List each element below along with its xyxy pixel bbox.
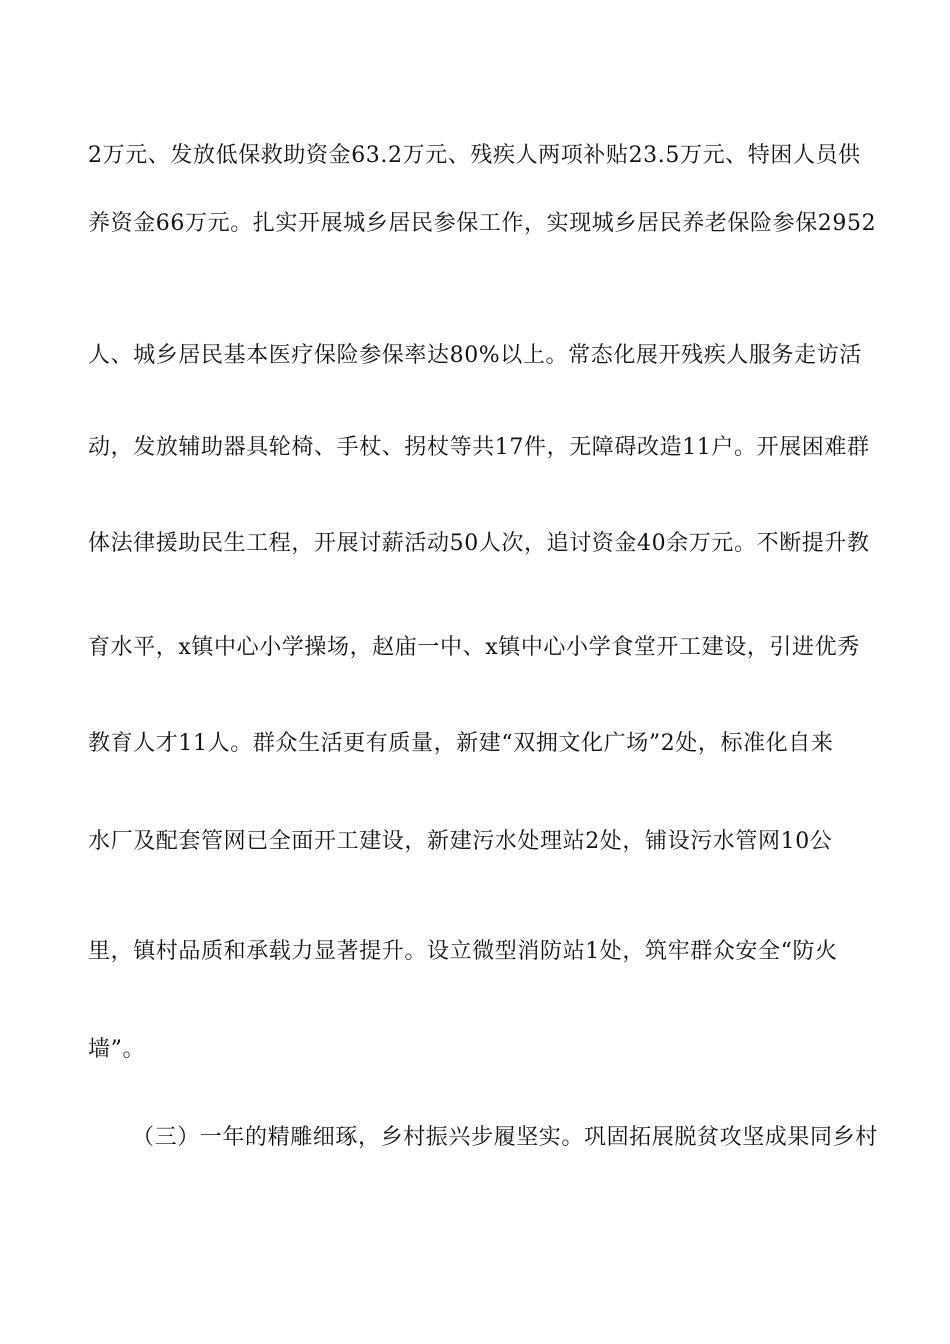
paragraph-line: 里，镇村品质和承载力显著提升。设立微型消防站1处，筑牢群众安全“防火 xyxy=(88,939,838,964)
section-heading-line: （三）一年的精雕细琢，乡村振兴步履坚实。巩固拓展脱贫攻坚成果同乡村 xyxy=(132,1125,878,1150)
paragraph-line: 动，发放辅助器具轮椅、手杖、拐杖等共17件，无障碍改造11户。开展困难群 xyxy=(88,435,870,460)
paragraph-line: 体法律援助民生工程，开展讨薪活动50人次，追讨资金40余万元。不断提升教 xyxy=(88,531,870,556)
paragraph-line: 养资金66万元。扎实开展城乡居民参保工作，实现城乡居民养老保险参保2952 xyxy=(88,211,877,236)
paragraph-line: 教育人才11人。群众生活更有质量，新建“双拥文化广场”2处，标准化自来 xyxy=(88,731,834,756)
paragraph-line: 水厂及配套管网已全面开工建设，新建污水处理站2处，铺设污水管网10公 xyxy=(88,829,833,854)
paragraph-line: 人、城乡居民基本医疗保险参保率达80%以上。常态化展开残疾人服务走访活 xyxy=(88,343,862,368)
paragraph-line: 墙”。 xyxy=(88,1037,146,1062)
paragraph-line: 育水平，x镇中心小学操场，赵庙一中、x镇中心小学食堂开工建设，引进优秀 xyxy=(88,635,860,660)
paragraph-line: 2万元、发放低保救助资金63.2万元、残疾人两项补贴23.5万元、特困人员供 xyxy=(88,143,861,168)
